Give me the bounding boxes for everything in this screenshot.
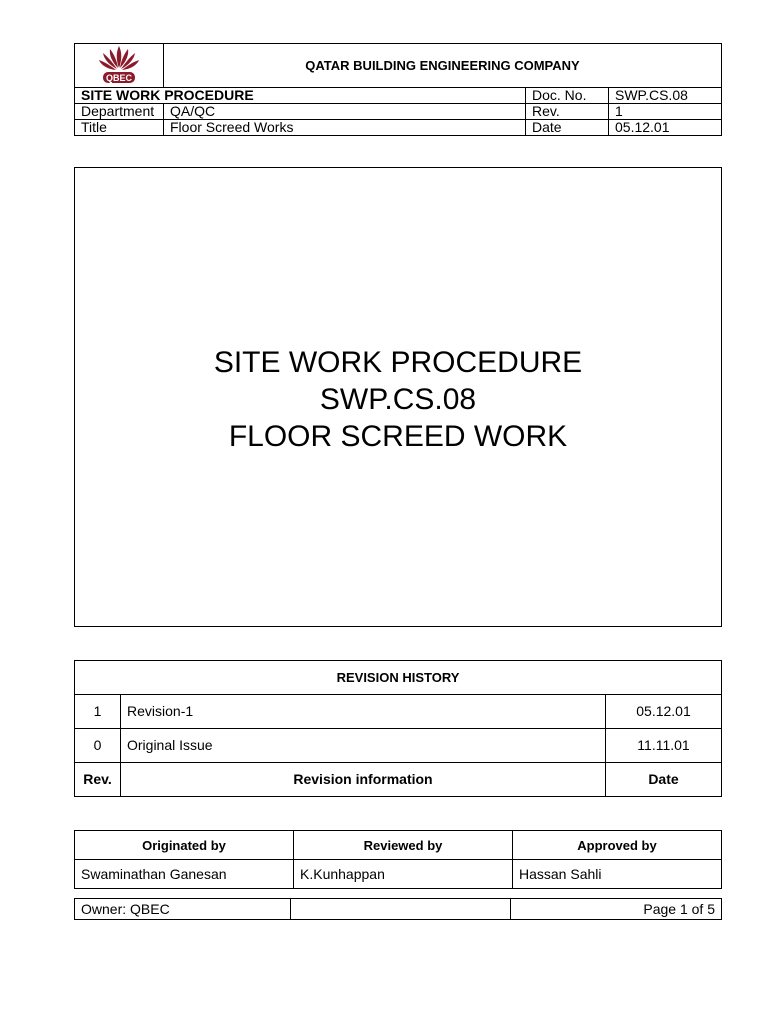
procedure-label: SITE WORK PROCEDURE (75, 88, 526, 104)
logo-text: QBEC (105, 73, 133, 83)
date-label: Date (526, 120, 609, 136)
cover-title (75, 344, 721, 455)
approved-by-header: Approved by (513, 831, 722, 860)
document-header-table (74, 43, 722, 136)
doc-no-label: Doc. No. (526, 88, 609, 104)
table-row (75, 695, 722, 729)
info-column-header: Revision information (121, 763, 606, 797)
department-value: QA/QC (164, 104, 526, 120)
revision-date: 05.12.01 (606, 695, 722, 729)
company-name: QATAR BUILDING ENGINEERING COMPANY (164, 44, 722, 88)
footer-table (74, 898, 722, 920)
cover-line-work: FLOOR SCREED WORK (228, 420, 568, 453)
approver-name: Hassan Sahli (513, 860, 722, 889)
footer-empty-cell (291, 899, 511, 920)
revision-history-title: REVISION HISTORY (75, 661, 722, 695)
signoff-table (74, 830, 722, 889)
originator-name: Swaminathan Ganesan (75, 860, 294, 889)
revision-info: Revision-1 (121, 695, 606, 729)
cover-line-doc-no: SWP.CS.08 (319, 383, 477, 416)
cover-line-procedure: SITE WORK PROCEDURE (213, 346, 583, 379)
doc-no-value: SWP.CS.08 (609, 88, 722, 104)
qbec-logo-icon (97, 44, 141, 84)
title-label: Title (75, 120, 164, 136)
originated-by-header: Originated by (75, 831, 294, 860)
department-label: Department (75, 104, 164, 120)
date-column-header: Date (606, 763, 722, 797)
table-row (75, 729, 722, 763)
date-value: 05.12.01 (609, 120, 722, 136)
rev-column-header: Rev. (75, 763, 121, 797)
revision-header-row (75, 763, 722, 797)
revision-info: Original Issue (121, 729, 606, 763)
company-logo-cell (75, 44, 164, 88)
cover-box (74, 167, 722, 627)
owner-label: Owner: QBEC (75, 899, 291, 920)
revision-number: 1 (75, 695, 121, 729)
revision-date: 11.11.01 (606, 729, 722, 763)
rev-value: 1 (609, 104, 722, 120)
rev-label: Rev. (526, 104, 609, 120)
title-value: Floor Screed Works (164, 120, 526, 136)
page-number: Page 1 of 5 (511, 899, 722, 920)
reviewed-by-header: Reviewed by (294, 831, 513, 860)
revision-history-table (74, 660, 722, 797)
reviewer-name: K.Kunhappan (294, 860, 513, 889)
revision-number: 0 (75, 729, 121, 763)
